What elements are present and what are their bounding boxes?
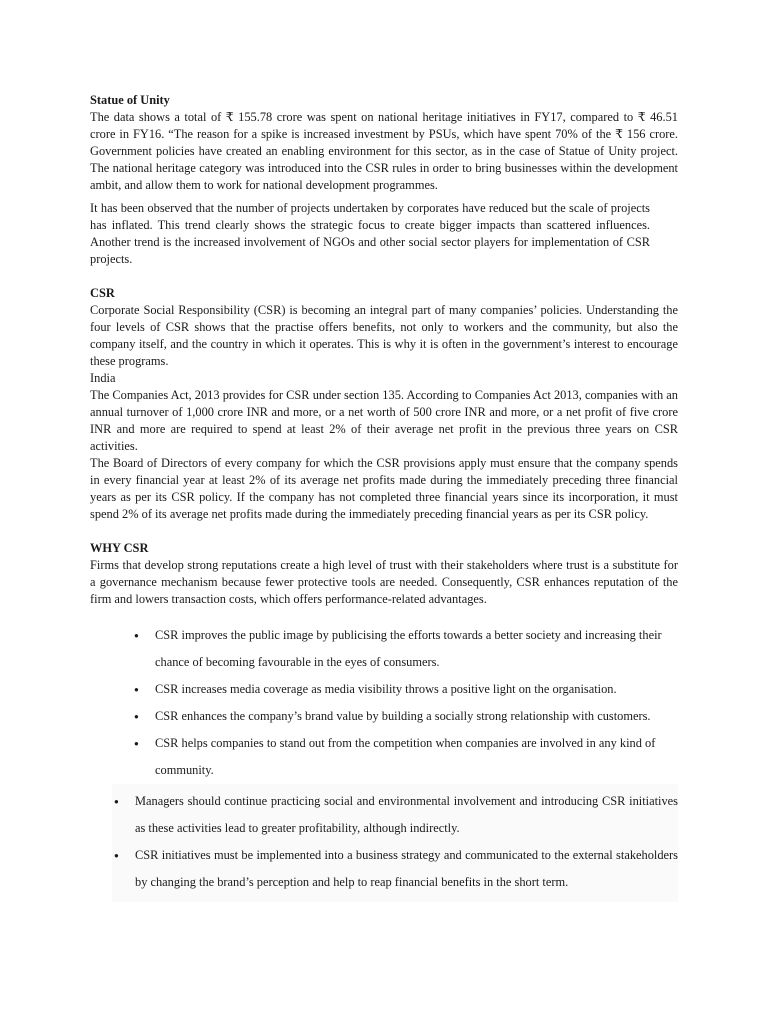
subheading-india: India: [90, 371, 116, 385]
recommendations-list: [112, 784, 678, 902]
paragraph-csr-2: The Companies Act, 2013 provides for CSR under section 135. According to Companies Act 2013, companies with an annual turnover of 1,000 crore INR and more, or a net worth of 500 crore INR and more, or a net profit of five crore INR and more are required to spend at least 2% of their average net profit in the previous three years on CSR activities.: [90, 388, 678, 453]
list-item: ● CSR improves the public image by publicising the efforts towards a better society and increasing their chance of becoming favourable in the eyes of consumers.: [134, 622, 678, 676]
paragraph-why-1: Firms that develop strong reputations create a high level of trust with their stakeholders where trust is a substitute for a governance mechanism because fewer protective tools are needed. Consequently, CSR enhances reputation of the firm and lowers transaction costs, which offers performance-related advantages.: [90, 558, 678, 606]
heading-csr: CSR: [90, 286, 115, 300]
list-item: ● CSR enhances the company’s brand value by building a socially strong relationship with customers.: [134, 703, 678, 730]
paragraph-csr-3: The Board of Directors of every company for which the CSR provisions apply must ensure that the company spends in every financial year at least 2% of its average net profits made during the immediately preceding three financial years as per its CSR policy. If the company has not completed three financial years since its incorporation, it must spend 2% of its average net profits made during the immediately preceding financial years as per its CSR policy.: [90, 456, 678, 521]
paragraph-statue-2: It has been observed that the number of projects undertaken by corporates have reduced but the scale of projects has inflated. This trend clearly shows the strategic focus to create bigger impacts than scattered influences. Another trend is the increased involvement of NGOs and other social sector players for implementation of CSR projects.: [90, 201, 650, 266]
list-item: ● CSR increases media coverage as media visibility throws a positive light on the organisation.: [134, 676, 678, 703]
spacer: [90, 523, 678, 540]
list-item: ● CSR helps companies to stand out from the competition when companies are involved in any kind of community.: [134, 730, 678, 784]
spacer: [90, 268, 678, 285]
paragraph-statue-1: The data shows a total of ₹ 155.78 crore was spent on national heritage initiatives in FY17, compared to ₹ 46.51 crore in FY16. “The reason for a spike is increased investment by PSUs, which have spent 70% of the ₹ 156 crore. Government policies have created an enabling environment for this sector, as in the case of Statue of Unity project. The national heritage category was introduced into the CSR rules in order to bring businesses within the development ambit, and allow them to work for national development programmes.: [90, 110, 678, 192]
heading-statue-of-unity: Statue of Unity: [90, 93, 170, 107]
list-item: ● Managers should continue practicing social and environmental involvement and introducing CSR initiatives as these activities lead to greater profitability, although indirectly.: [112, 788, 678, 842]
benefits-list: [90, 622, 678, 784]
heading-why-csr: WHY CSR: [90, 541, 149, 555]
list-item: ● CSR initiatives must be implemented into a business strategy and communicated to the external stakeholders by changing the brand’s perception and help to reap financial benefits in the short term.: [112, 842, 678, 896]
paragraph-csr-1: Corporate Social Responsibility (CSR) is becoming an integral part of many companies’ policies. Understanding the four levels of CSR shows that the practise offers benefits, not only to workers and the community, but also the company itself, and the country in which it operates. This is why it is often in the government’s interest to encourage these programs.: [90, 303, 678, 368]
document-body: [90, 92, 678, 902]
